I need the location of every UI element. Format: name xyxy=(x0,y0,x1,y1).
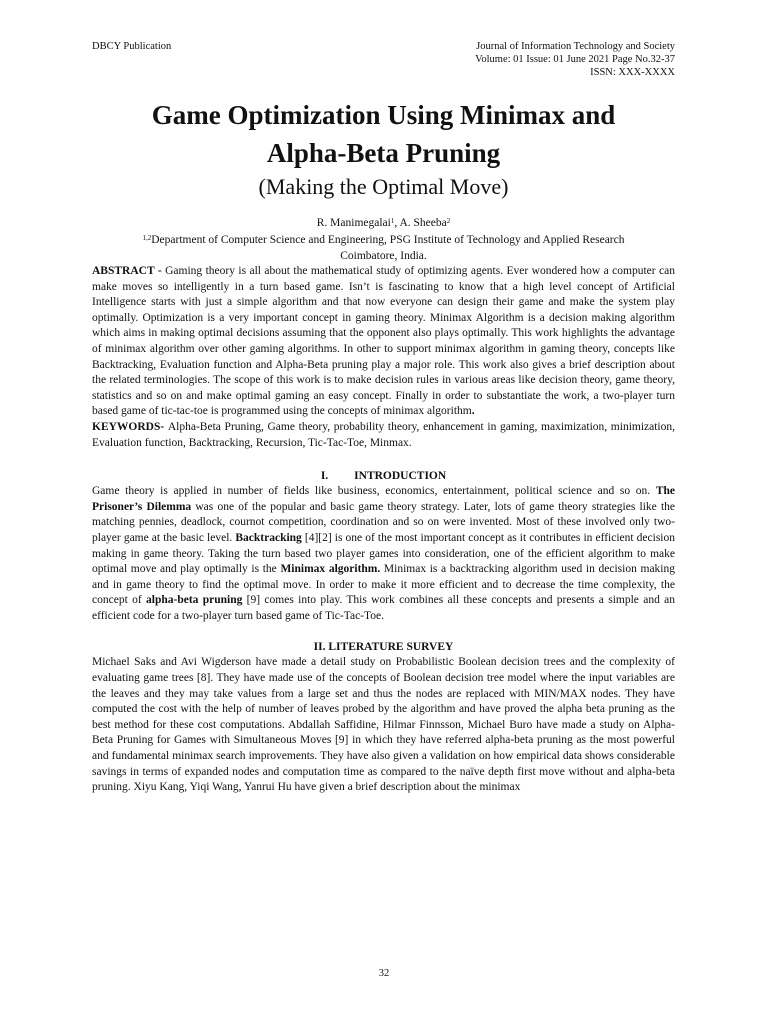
intro-text-3: [4][2] is one of the most important concept as it contributes in efficient decision making in game theory. Taking the turn based two player games into consideration, one of the efficient algorithm to make optimal move and play optimally is the xyxy=(92,531,676,576)
author-2: A. Sheeba xyxy=(399,217,447,229)
keywords-label: KEYWORDS- xyxy=(92,420,168,433)
author-1: R. Manimegalai xyxy=(316,217,391,229)
page-number: 32 xyxy=(378,968,390,979)
paper-title xyxy=(92,96,675,172)
keywords-text: Alpha-Beta Pruning, Game theory, probability theory, enhancement in gaming, maximization, minimization, Evaluation function, Backtracking, Recursion, Tic-Tac-Toe, Minmax. xyxy=(92,420,676,449)
keywords-paragraph xyxy=(92,420,675,451)
intro-text-4: Minimax is a backtracking algorithm used in decision making and in game theory to find the optimal move. In order to make it more efficient and to decrease the time complexity, the concept of xyxy=(92,563,675,607)
intro-text-1: Game theory is applied in number of fields like business, economics, entertainment, political science and so on. xyxy=(92,485,656,498)
publisher-name: DBCY Publication xyxy=(92,41,172,52)
abstract-label: ABSTRACT - xyxy=(92,265,166,277)
paper-title-line-1: Game Optimization Using Minimax and xyxy=(151,100,616,130)
author-1-affiliation-mark: 1 xyxy=(390,217,395,225)
journal-name: Journal of Information Technology and Society xyxy=(476,41,675,52)
intro-text-5: [9] comes into play. This work combines all these concepts and presents a simple and an efficient code for a two-player turn based game of Tic-Tac-Toe. xyxy=(92,594,675,622)
paper-subtitle: (Making the Optimal Move) xyxy=(258,174,509,199)
introduction-paragraph xyxy=(92,484,675,624)
author-separator: , xyxy=(394,217,400,229)
author-list xyxy=(92,216,675,231)
affiliation xyxy=(92,232,675,264)
author-2-affiliation-mark: 2 xyxy=(446,217,451,225)
affiliation-department: Department of Computer Science and Engineering, PSG Institute of Technology and Applied Research xyxy=(151,234,625,246)
paper-page xyxy=(92,40,675,796)
affiliation-mark: 1,2 xyxy=(142,234,152,242)
abstract-paragraph xyxy=(92,264,675,420)
section-heading-literature-survey: II. LITERATURE SURVEY xyxy=(313,641,454,654)
journal-info xyxy=(475,40,675,79)
paper-title-line-2: Alpha-Beta Pruning xyxy=(266,138,501,168)
affiliation-line-2: Coimbatore, India. xyxy=(340,250,427,262)
affiliation-line-1 xyxy=(92,232,675,248)
intro-bold-minimax: Minimax algorithm. xyxy=(280,563,381,576)
intro-bold-prisoners-dilemma: The Prisoner’s Dilemma xyxy=(92,485,675,513)
page-header xyxy=(92,40,675,79)
section-heading-introduction xyxy=(92,469,675,484)
section-title: INTRODUCTION xyxy=(354,470,447,483)
literature-paragraph: Michael Saks and Avi Wigderson have made a detail study on Probabilistic Boolean decision trees and the complexity of evaluating game trees [8]. They have made use of the concepts of Boolean decision tree model where the input variables are the leaves and they may take values from a large set and thus the nodes are replaced with MIN/MAX nodes. They have computed the cost with the help of number of leaves probed by the algorithm and have proved the alpha beta pruning as the best method for these cost computations. Abdallah Saffidine, Hilmar Finnsson, Michael Buro have made a study on Alpha-Beta Pruning for Games with Simultaneous Moves [9] in which they have referred alpha-beta pruning as the most powerful and fundamental minimax search improvements. They have also given a validation on how empirical data shows considerable savings in terms of expanded nodes and computation time as compared to the naïve depth first move without and alpha-beta pruning. Xiyu Kang, Yiqi Wang, Yanrui Hu have given a brief description about the minimax xyxy=(92,656,675,794)
intro-text-2: was one of the popular and basic game theory strategy. Later, lots of game theory strategies like the matching pennies, deadlock, cournot competition, coordination and so on were invented. Most of these involved only two-player game at the basic level. xyxy=(92,500,675,544)
section-number: I. xyxy=(320,470,329,483)
journal-issn: ISSN: XXX-XXXX xyxy=(590,67,675,78)
journal-volume: Volume: 01 Issue: 01 June 2021 Page No.32-37 xyxy=(475,54,675,65)
abstract-end: . xyxy=(471,405,475,418)
intro-bold-alpha-beta: alpha-beta pruning xyxy=(146,594,243,607)
abstract-text: Gaming theory is all about the mathematical study of optimizing agents. Ever wondered how a computer can make moves so intelligently in a turn based game. Isn’t is fascinating to know that a high level concept of Artificial Intelligence starts with just a simple algorithm and that now everyone can design their game and make the system play optimally. Optimization is a very important concept in gaming theory. Minimax Algorithm is a decision making algorithm which aims in making optimal decisions assuming that the opponent also plays optimally. This work highlights the advantage of minimax algorithm over other gaming algorithms. In other to support minimax algorithm in gaming theory, concepts like Backtracking, Evaluation function and Alpha-Beta pruning play a major role. This work also gives a brief description about the related terminologies. The scope of this work is to make decision rules in various areas like decision theory, game theory, statistics and so on and make optimal gaming an easy concept. Finally in order to substantiate the work, a two-player turn based game of tic-tac-toe is programmed using the concepts of minimax algorithm xyxy=(92,265,675,418)
intro-bold-backtracking: Backtracking xyxy=(235,531,302,544)
